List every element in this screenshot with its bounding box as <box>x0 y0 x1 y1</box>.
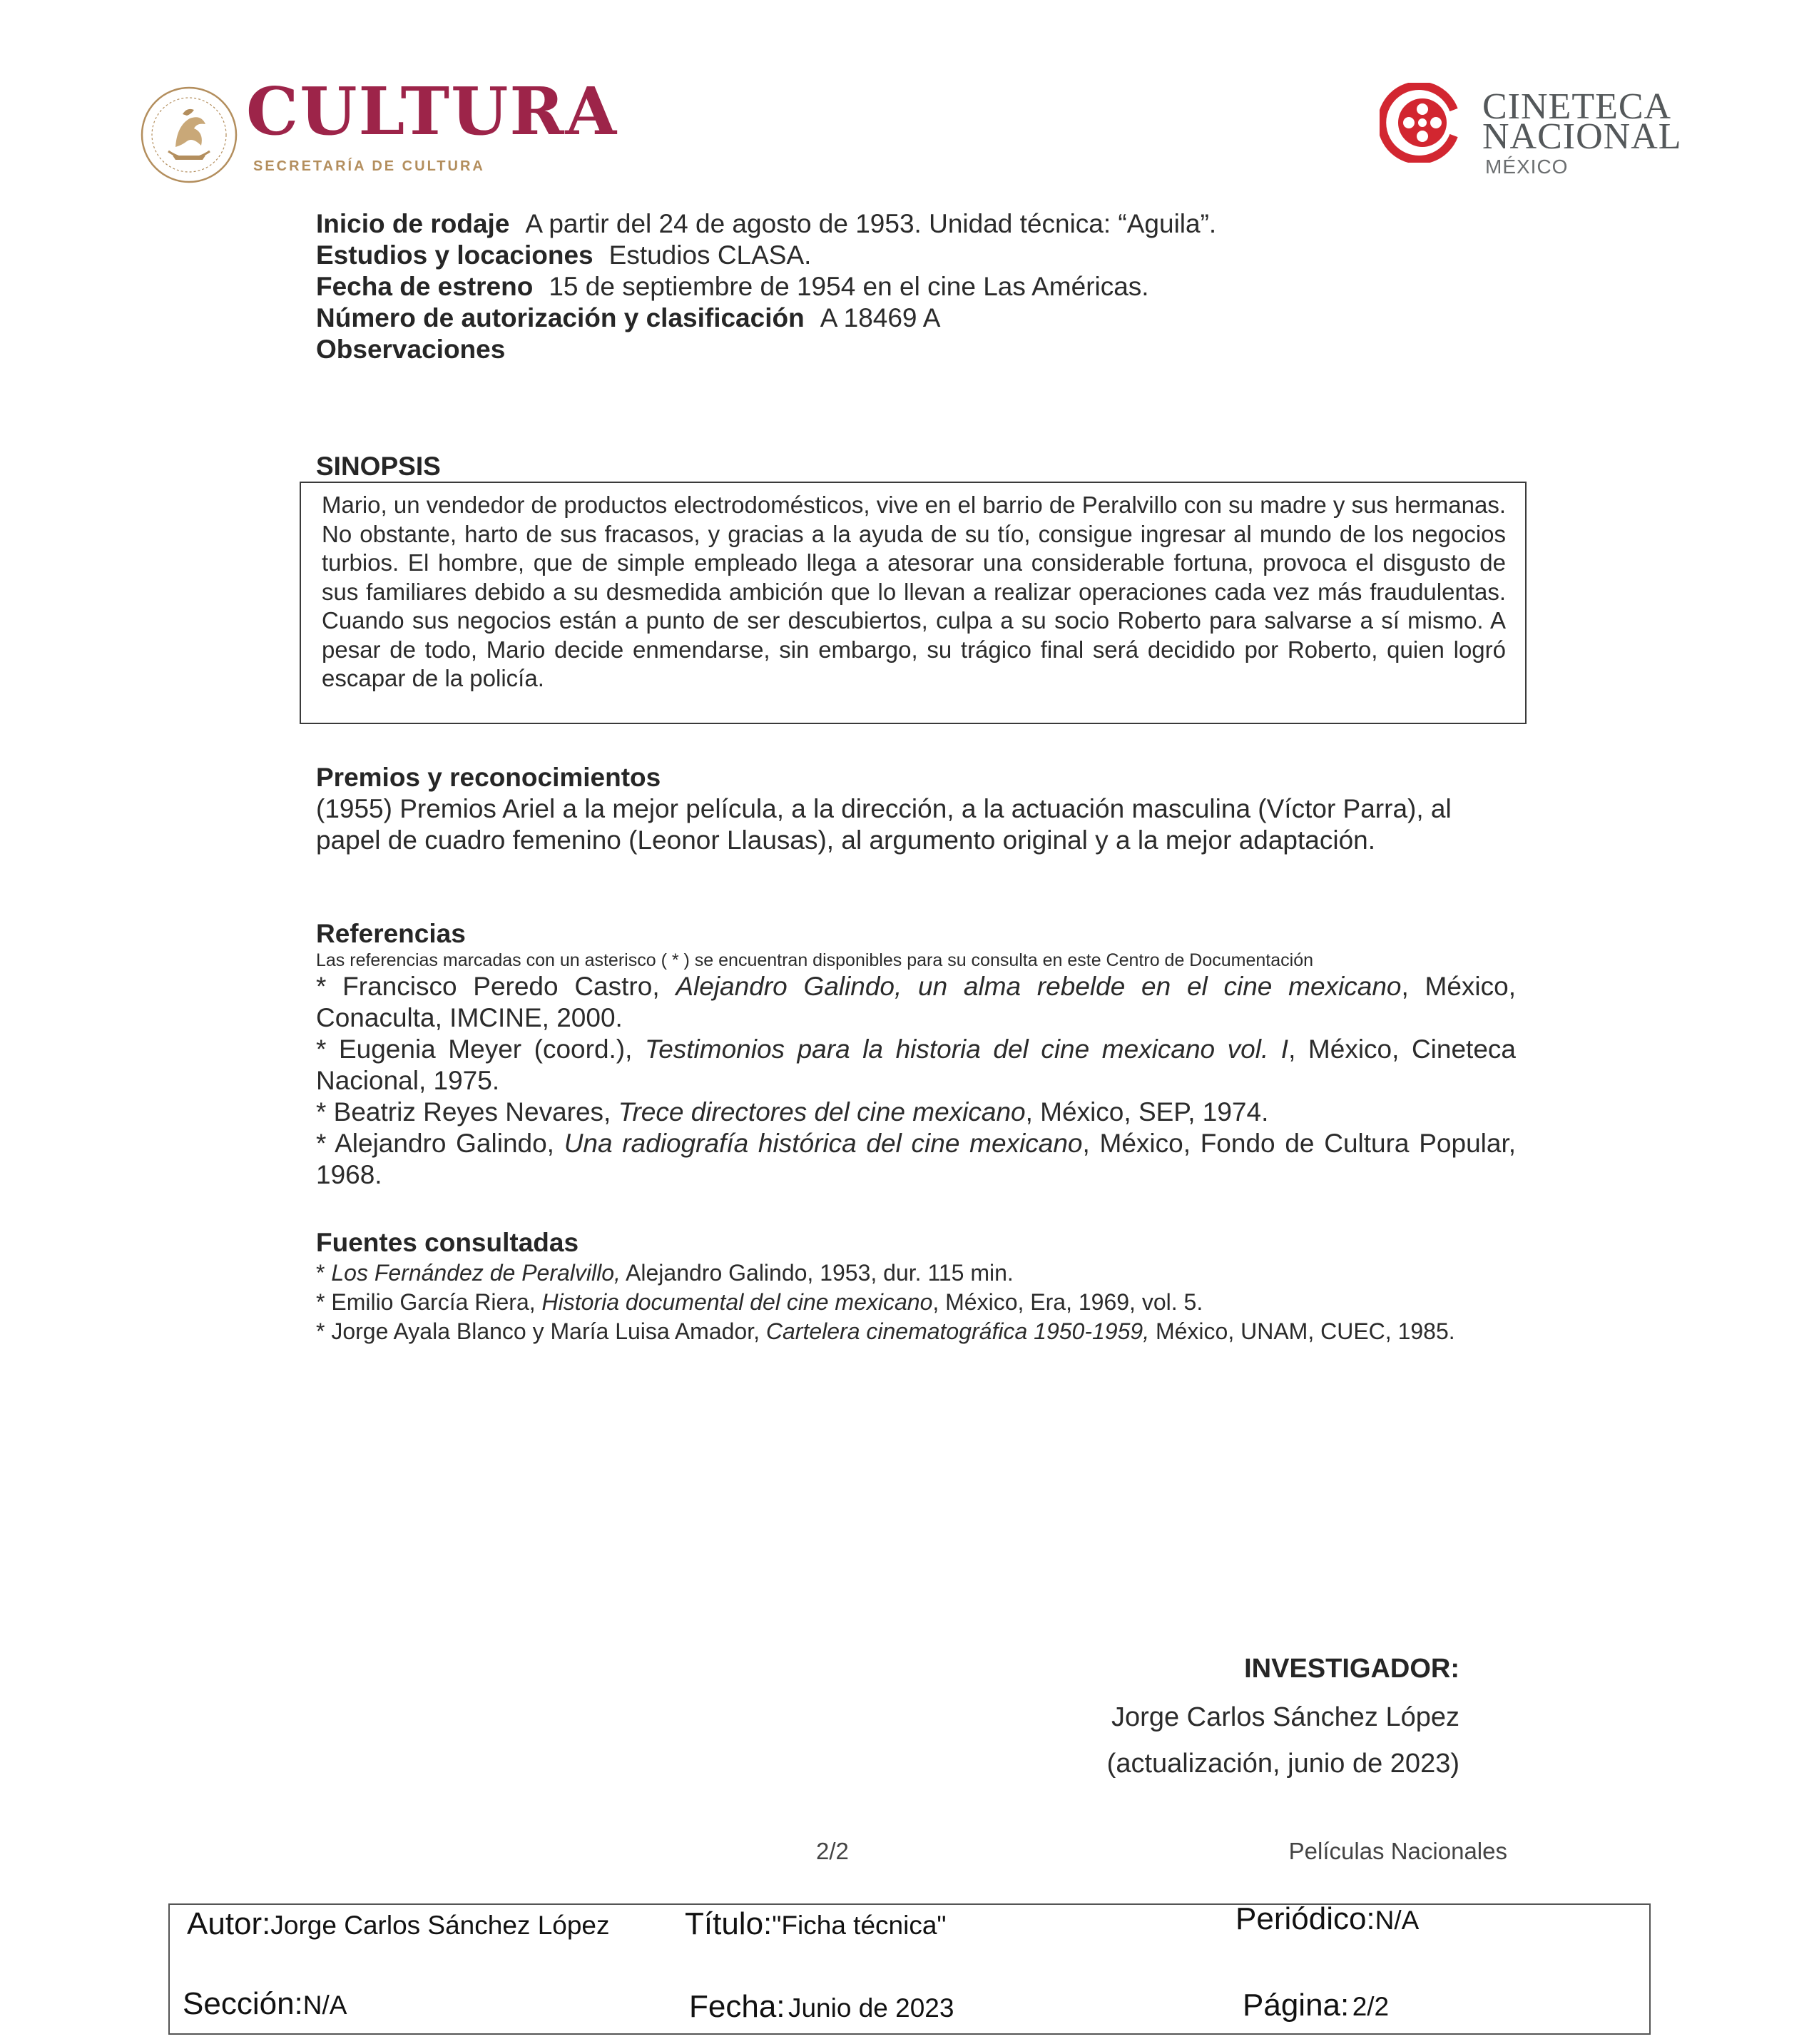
source-publisher: Alejandro Galindo, 1953, dur. 115 min. <box>620 1260 1014 1286</box>
detail-value: Estudios CLASA. <box>608 240 812 270</box>
collection-name: Películas Nacionales <box>1288 1838 1507 1864</box>
meta-value: 2/2 <box>1352 1992 1390 2021</box>
source-title: Los Fernández de Peralvillo, <box>331 1260 621 1286</box>
source-publisher: México, UNAM, CUEC, 1985. <box>1149 1318 1455 1344</box>
detail-label: Número de autorización y clasificación <box>316 303 805 332</box>
detail-row <box>316 240 1516 271</box>
mexican-coat-of-arms-icon <box>140 86 238 184</box>
investigator-update: (actualización, junio de 2023) <box>1106 1749 1459 1779</box>
source-item <box>316 1259 1516 1288</box>
meta-label: Página: <box>1243 1988 1350 2023</box>
reference-item <box>316 1097 1516 1128</box>
meta-value: N/A <box>302 1990 347 2020</box>
detail-value: 15 de septiembre de 1954 en el cine Las Américas. <box>549 272 1149 301</box>
source-item <box>316 1288 1516 1317</box>
references-title: Referencias <box>316 919 466 948</box>
meta-label: Sección: <box>183 1986 303 2021</box>
reference-publisher: , México, Cineteca Nacional, 1975. <box>316 1034 1516 1095</box>
cineteca-logo-line1: CINETECA <box>1482 86 1672 127</box>
technical-details <box>316 208 1516 365</box>
reference-title: Testimonios para la historia del cine mexicano vol. I <box>644 1034 1289 1064</box>
cineteca-logo-country: MÉXICO <box>1485 156 1569 178</box>
reference-item <box>316 971 1516 1034</box>
detail-row <box>316 271 1516 302</box>
reference-item <box>316 1034 1516 1097</box>
investigator-title: INVESTIGADOR: <box>1244 1654 1459 1684</box>
source-author: * <box>316 1260 332 1286</box>
sources-section <box>316 1227 1516 1346</box>
cultura-logo-title: CULTURA <box>246 73 618 150</box>
detail-label: Observaciones <box>316 335 506 364</box>
source-publisher: , México, Era, 1969, vol. 5. <box>932 1289 1203 1315</box>
detail-label: Inicio de rodaje <box>316 209 510 238</box>
reference-publisher: , México, Fondo de Cultura Popular, 1968. <box>316 1129 1516 1189</box>
reference-author: * Alejandro Galindo, <box>316 1129 564 1158</box>
meta-value: "Ficha técnica" <box>772 1911 947 1940</box>
source-author: * Jorge Ayala Blanco y María Luisa Amador, <box>316 1318 766 1344</box>
reference-author: * Eugenia Meyer (coord.), <box>316 1034 645 1064</box>
meta-label: Periódico: <box>1235 1901 1375 1936</box>
meta-label: Autor: <box>187 1906 271 1941</box>
meta-label: Fecha: <box>689 1989 785 2024</box>
source-title: Historia documental del cine mexicano <box>541 1289 933 1315</box>
page-number: 2/2 <box>816 1838 849 1864</box>
detail-label: Fecha de estreno <box>316 272 534 301</box>
detail-value: A partir del 24 de agosto de 1953. Unidad técnica: “Aguila”. <box>525 209 1217 238</box>
film-reel-icon <box>1380 83 1459 163</box>
reference-item <box>316 1128 1516 1191</box>
reference-author: * Francisco Peredo Castro, <box>316 972 676 1001</box>
reference-publisher: , México, SEP, 1974. <box>1025 1097 1269 1127</box>
source-item <box>316 1317 1516 1346</box>
awards-text: (1955) Premios Ariel a la mejor película, a la dirección, a la actuación masculina (Víctor Parra), al papel de cuadro femenino (Leonor Llausas), al argumento original y a la mejor adaptación. <box>316 794 1452 855</box>
reference-publisher: , México, Conaculta, IMCINE, 2000. <box>316 972 1516 1032</box>
meta-titulo <box>685 1906 947 1942</box>
reference-title: Una radiografía histórica del cine mexicano <box>564 1129 1083 1158</box>
sources-title: Fuentes consultadas <box>316 1228 579 1257</box>
awards-title: Premios y reconocimientos <box>316 763 661 792</box>
meta-label: Título: <box>685 1906 773 1941</box>
cineteca-logo-line2: NACIONAL <box>1482 116 1682 157</box>
synopsis-title: SINOPSIS <box>316 452 441 481</box>
references-section <box>316 918 1516 1191</box>
reference-author: * Beatriz Reyes Nevares, <box>316 1097 618 1127</box>
detail-row <box>316 334 1516 365</box>
meta-value: Junio de 2023 <box>788 1993 954 2023</box>
meta-pagina <box>1243 1988 1389 2023</box>
meta-value: Jorge Carlos Sánchez López <box>270 1911 610 1940</box>
meta-seccion <box>183 1986 347 2022</box>
investigator-name: Jorge Carlos Sánchez López <box>1111 1702 1459 1732</box>
references-note: Las referencias marcadas con un asterisco ( * ) se encuentran disponibles para su consulta en este Centro de Documentación <box>316 950 1313 970</box>
meta-autor <box>187 1906 610 1942</box>
reference-title: Alejandro Galindo, un alma rebelde en el cine mexicano <box>676 972 1402 1001</box>
meta-value: N/A <box>1375 1906 1420 1935</box>
detail-row <box>316 302 1516 334</box>
detail-row <box>316 208 1516 240</box>
detail-value: A 18469 A <box>820 303 941 332</box>
reference-title: Trece directores del cine mexicano <box>618 1097 1026 1127</box>
source-title: Cartelera cinematográfica 1950-1959, <box>765 1318 1150 1344</box>
source-author: * Emilio García Riera, <box>316 1289 542 1315</box>
detail-label: Estudios y locaciones <box>316 240 593 270</box>
awards-section <box>316 762 1516 856</box>
meta-fecha <box>689 1989 954 2025</box>
meta-periodico <box>1235 1901 1419 1937</box>
synopsis-text: Mario, un vendedor de productos electrodomésticos, vive en el barrio de Peralvillo con su madre y sus hermanas. No obstante, harto de sus fracasos, y gracias a la ayuda de su tío, consigue ingresar al mundo de los negocios turbios. El hombre, que de simple empleado llega a atesorar una considerable fortuna, provoca el disgusto de sus familiares debido a su desmedida ambición que lo llevan a realizar operaciones cada vez más fraudulentas. Cuando sus negocios están a punto de ser descubiertos, culpa a su socio Roberto para salvarse a sí mismo. A pesar de todo, Mario decide enmendarse, sin embargo, su trágico final será decidido por Roberto, quien logró escapar de la policía. <box>322 492 1507 691</box>
cultura-logo-subtitle: SECRETARÍA DE CULTURA <box>253 158 485 174</box>
